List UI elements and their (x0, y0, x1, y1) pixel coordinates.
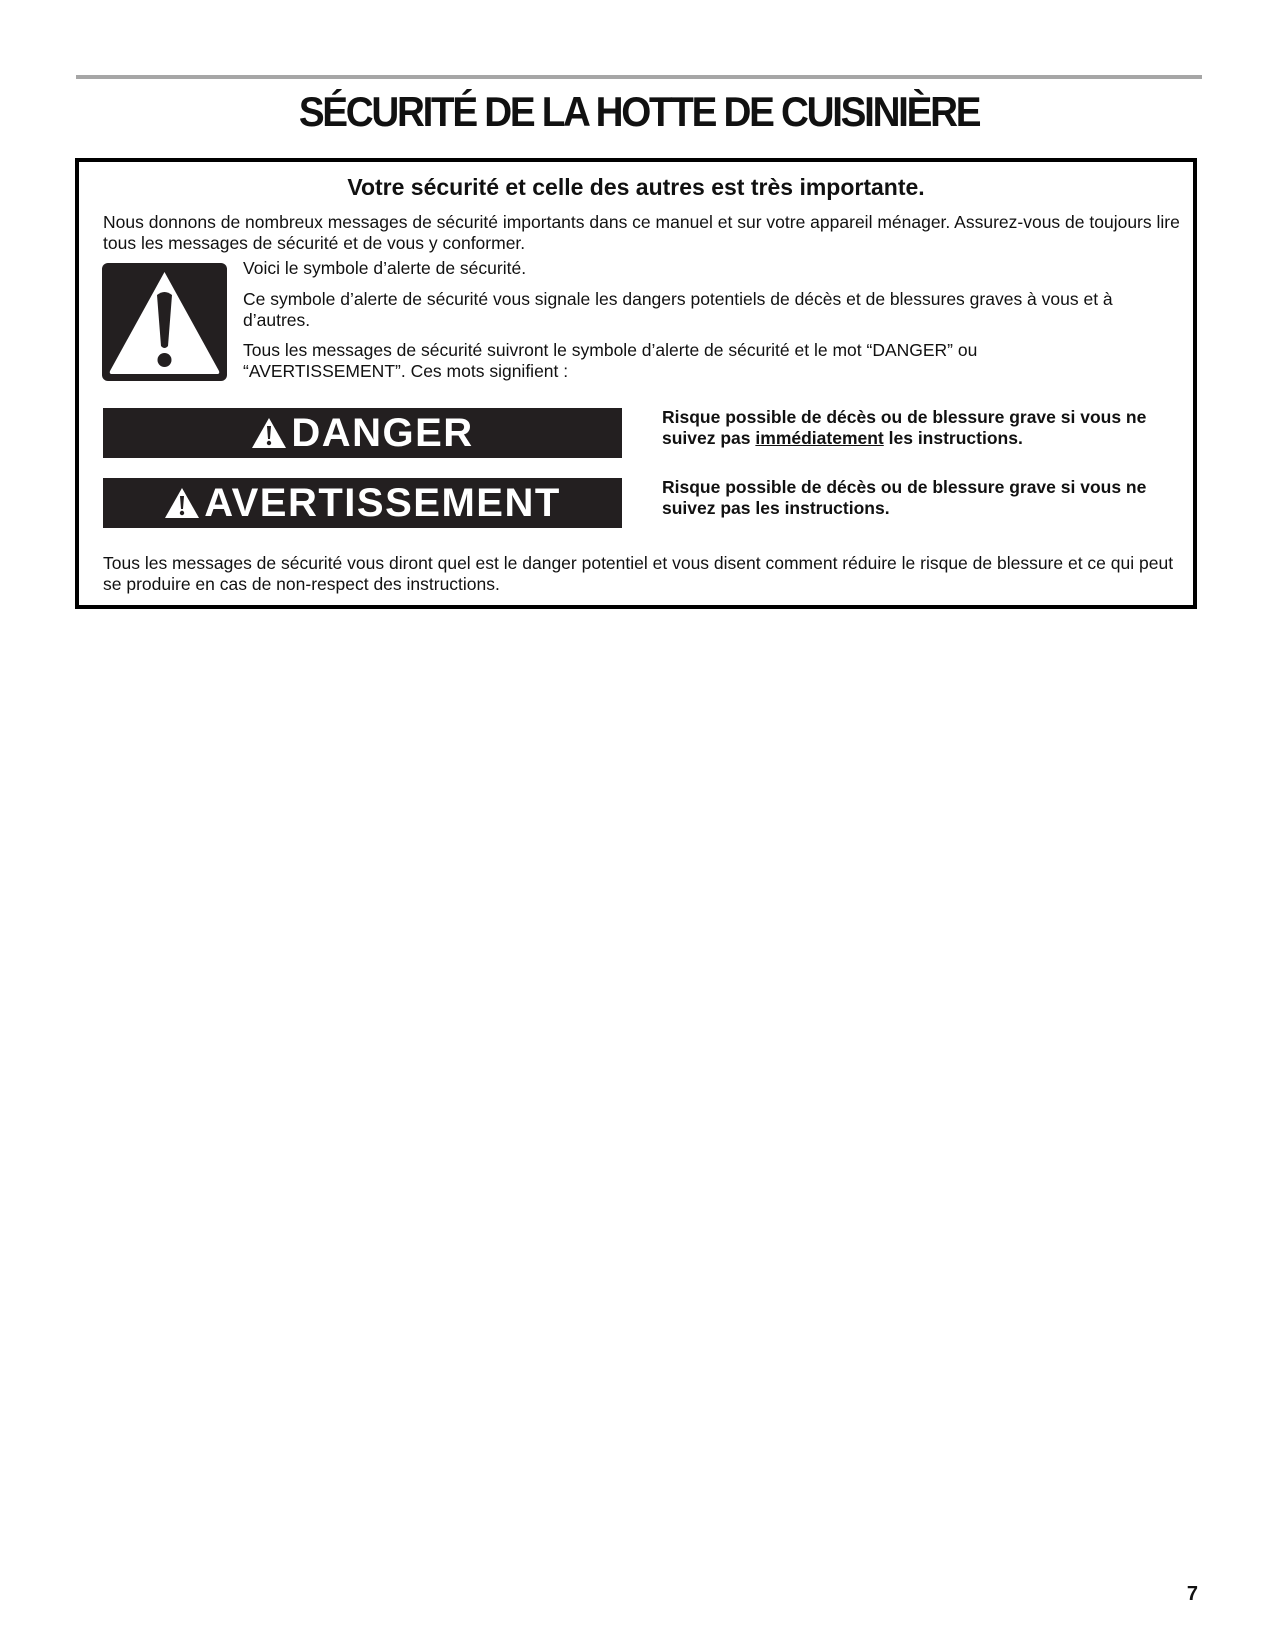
page-title: SÉCURITÉ DE LA HOTTE DE CUISINIÈRE (298, 88, 980, 135)
warning-definition: Risque possible de décès ou de blessure grave si vous ne suivez pas les instructions. (662, 477, 1147, 518)
symbol-line-3: Tous les messages de sécurité suivront le symbole d’alerte de sécurité et le mot “DANGER” ou “AVERTISSEMENT”. Ces mots signifient : (243, 340, 978, 381)
top-rule (76, 75, 1202, 79)
symbol-line-2: Ce symbole d’alerte de sécurité vous signale les dangers potentiels de décès et de blessures graves à vous et à d’autres. (243, 289, 1113, 330)
danger-definition (662, 407, 1182, 449)
warning-label: AVERTISSEMENT (204, 480, 561, 525)
safety-box (75, 158, 1197, 609)
warning-signal-word (103, 478, 622, 528)
safety-outro: Tous les messages de sécurité vous diront quel est le danger potentiel et vous disent comment réduire le risque de blessure et ce qui peut se produire en cas de non-respect des instructions. (103, 553, 1174, 594)
danger-label: DANGER (291, 410, 474, 455)
danger-signal-word (103, 408, 622, 458)
symbol-line-1: Voici le symbole d’alerte de sécurité. (243, 258, 527, 278)
safety-heading: Votre sécurité et celle des autres est très importante. (347, 174, 925, 200)
safety-intro: Nous donnons de nombreux messages de sécurité importants dans ce manuel et sur votre appareil ménager. Assurez-vous de toujours lire tous les messages de sécurité et de vous y conformer. (103, 212, 1180, 253)
danger-alert-icon (251, 417, 287, 449)
danger-definition-after: les instructions. (883, 428, 1023, 448)
page-number: 7 (1186, 1583, 1198, 1605)
warning-alert-icon (164, 487, 200, 519)
danger-definition-before: Risque possible de décès ou de blessure grave si vous ne suivez pas (662, 407, 1147, 448)
safety-alert-triangle-icon (102, 263, 227, 381)
danger-definition-emphasis: immédiatement (755, 428, 884, 448)
